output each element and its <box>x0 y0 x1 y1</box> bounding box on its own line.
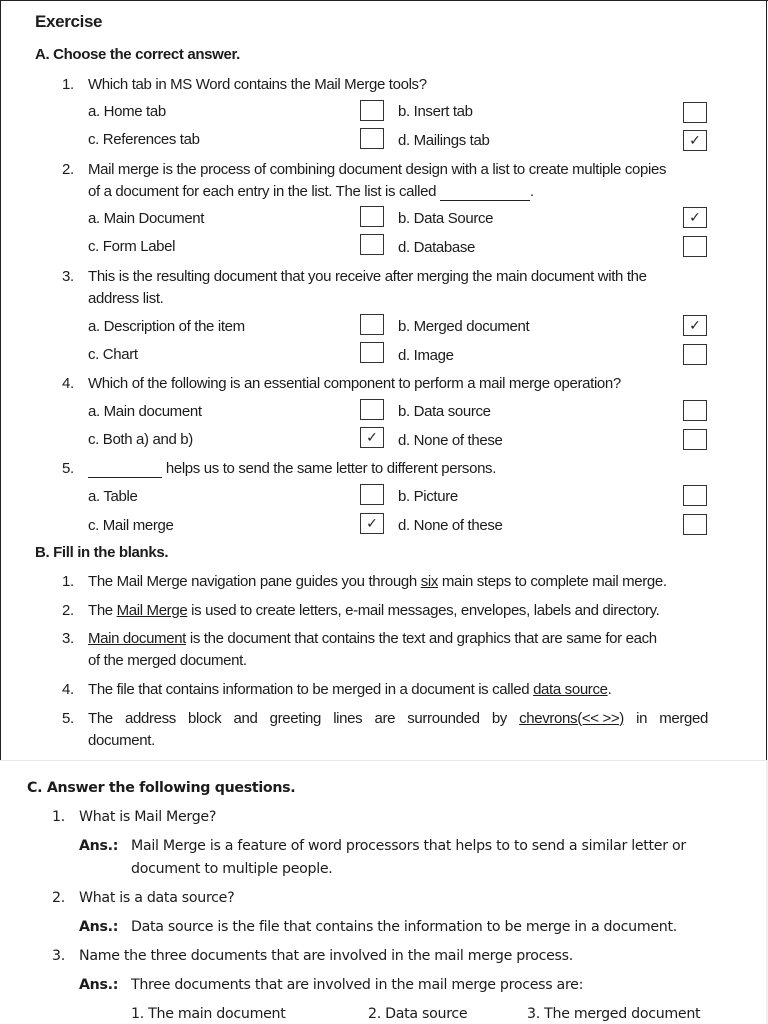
check-icon <box>361 315 383 334</box>
checkbox-q5-d[interactable] <box>683 514 707 535</box>
blank-number: 5. <box>62 710 74 727</box>
fill-blank-item: The Mail Merge is used to create letters, e-mail messages, envelopes, labels and directory. <box>88 602 660 619</box>
answer-text-line2: document to multiple people. <box>131 861 333 877</box>
option-c: c. Chart <box>88 346 138 363</box>
list-item: 3. The merged document <box>527 1006 701 1022</box>
option-d: d. Database <box>398 239 476 256</box>
option-b: b. Insert tab <box>398 103 473 120</box>
question-text: This is the resulting document that you receive after merging the main document with the <box>88 268 647 285</box>
answer-text: Data source is the file that contains the information to be merge in a document. <box>131 919 677 935</box>
option-d: d. None of these <box>398 517 503 534</box>
check-icon <box>361 129 383 148</box>
check-icon <box>684 430 706 449</box>
option-b: b. Merged document <box>398 318 530 335</box>
section-b-heading: B. Fill in the blanks. <box>35 544 169 561</box>
fill-blank-item: The address block and greeting lines are surrounded by chevrons(<< >>) in merged <box>88 710 708 727</box>
option-a: a. Main document <box>88 403 202 420</box>
checkbox-q3-d[interactable] <box>683 344 707 365</box>
checkbox-q3-c[interactable] <box>360 342 384 363</box>
checkbox-q1-d[interactable] <box>683 130 707 151</box>
question-text: Mail merge is the process of combining document design with a list to create multiple copies <box>88 161 667 178</box>
check-icon: ✓ <box>366 515 378 532</box>
check-icon: ✓ <box>689 132 701 149</box>
check-icon <box>361 235 383 254</box>
question-text: helps us to send the same letter to different persons. <box>88 460 496 478</box>
option-b: b. Picture <box>398 488 458 505</box>
checkbox-q5-b[interactable] <box>683 485 707 506</box>
option-b: b. Data Source <box>398 210 494 227</box>
blank-answer: six <box>420 573 439 590</box>
checkbox-q4-a[interactable] <box>360 399 384 420</box>
answer-blank <box>440 183 530 201</box>
fill-blank-item: The file that contains information to be merged in a document is called data source. <box>88 681 612 698</box>
answer-blank <box>88 460 162 478</box>
checkbox-q2-d[interactable] <box>683 236 707 257</box>
checkbox-q2-a[interactable] <box>360 206 384 227</box>
checkbox-q2-b[interactable] <box>683 207 707 228</box>
question-number: 1. <box>62 76 74 93</box>
question-number: 4. <box>62 375 74 392</box>
fill-blank-item: Main document is the document that contains the text and graphics that are same for each <box>88 630 657 647</box>
option-d: d. Mailings tab <box>398 132 490 149</box>
check-icon <box>684 345 706 364</box>
page-top-border <box>0 0 768 1</box>
option-c: c. Mail merge <box>88 517 174 534</box>
checkbox-q4-b[interactable] <box>683 400 707 421</box>
checkbox-q5-a[interactable] <box>360 484 384 505</box>
blank-number: 4. <box>62 681 74 698</box>
blank-answer: Mail Merge <box>116 602 188 619</box>
check-icon <box>684 237 706 256</box>
check-icon: ✓ <box>689 317 701 334</box>
option-d: d. Image <box>398 347 454 364</box>
blank-answer: Main document <box>88 630 187 647</box>
page-right-border <box>766 0 767 760</box>
list-item: 2. Data source <box>368 1006 468 1022</box>
section-a-heading: A. Choose the correct answer. <box>35 46 240 63</box>
checkbox-q5-c[interactable] <box>360 513 384 534</box>
check-icon <box>684 103 706 122</box>
question-number: 2. <box>52 890 65 906</box>
answer-text: Mail Merge is a feature of word processors that helps to to send a similar letter or <box>131 838 686 854</box>
blank-number: 1. <box>62 573 74 590</box>
check-icon <box>684 401 706 420</box>
question-number: 2. <box>62 161 74 178</box>
option-c: c. Form Label <box>88 238 176 255</box>
question-text: What is a data source? <box>79 890 235 906</box>
option-d: d. None of these <box>398 432 503 449</box>
checkbox-q1-b[interactable] <box>683 102 707 123</box>
check-icon <box>361 101 383 120</box>
question-text-line2: of a document for each entry in the list. The list is called . <box>88 183 534 200</box>
question-number: 1. <box>52 809 65 825</box>
option-a: a. Description of the item <box>88 318 245 335</box>
answer-text: Three documents that are involved in the mail merge process are: <box>131 977 584 993</box>
checkbox-q3-b[interactable] <box>683 315 707 336</box>
check-icon <box>361 207 383 226</box>
question-text: Name the three documents that are involved in the mail merge process. <box>79 948 573 964</box>
question-text: Which of the following is an essential component to perform a mail merge operation? <box>88 375 621 392</box>
section-divider <box>0 760 768 761</box>
check-icon <box>361 400 383 419</box>
checkbox-q2-c[interactable] <box>360 234 384 255</box>
check-icon <box>684 515 706 534</box>
check-icon <box>361 343 383 362</box>
checkbox-q1-a[interactable] <box>360 100 384 121</box>
question-number: 5. <box>62 460 74 477</box>
option-a: a. Table <box>88 488 138 505</box>
question-text-line2: address list. <box>88 290 164 307</box>
question-text: What is Mail Merge? <box>79 809 217 825</box>
ans-label: Ans.: <box>79 919 119 935</box>
blank-answer: chevrons(<< >>) <box>519 710 624 727</box>
blank-number: 3. <box>62 630 74 647</box>
check-icon: ✓ <box>366 429 378 446</box>
option-a: a. Main Document <box>88 210 205 227</box>
fill-blank-line2: document. <box>88 732 155 749</box>
question-text: Which tab in MS Word contains the Mail Merge tools? <box>88 76 427 93</box>
page-left-border <box>0 0 1 760</box>
option-c: c. Both a) and b) <box>88 431 193 448</box>
fill-blank-item: The Mail Merge navigation pane guides you through six main steps to complete mail merge. <box>88 573 667 590</box>
page-title: Exercise <box>35 12 103 31</box>
checkbox-q4-c[interactable] <box>360 427 384 448</box>
list-item: 1. The main document <box>131 1006 286 1022</box>
question-number: 3. <box>52 948 65 964</box>
blank-number: 2. <box>62 602 74 619</box>
blank-answer: data source <box>533 681 608 698</box>
option-b: b. Data source <box>398 403 491 420</box>
section-c-heading: C. Answer the following questions. <box>27 780 296 796</box>
option-c: c. References tab <box>88 131 200 148</box>
ans-label: Ans.: <box>79 977 119 993</box>
fill-blank-line2: of the merged document. <box>88 652 247 669</box>
ans-label: Ans.: <box>79 838 119 854</box>
option-a: a. Home tab <box>88 103 166 120</box>
checkbox-q1-c[interactable] <box>360 128 384 149</box>
check-icon <box>684 486 706 505</box>
question-number: 3. <box>62 268 74 285</box>
check-icon <box>361 485 383 504</box>
checkbox-q3-a[interactable] <box>360 314 384 335</box>
check-icon: ✓ <box>689 209 701 226</box>
checkbox-q4-d[interactable] <box>683 429 707 450</box>
